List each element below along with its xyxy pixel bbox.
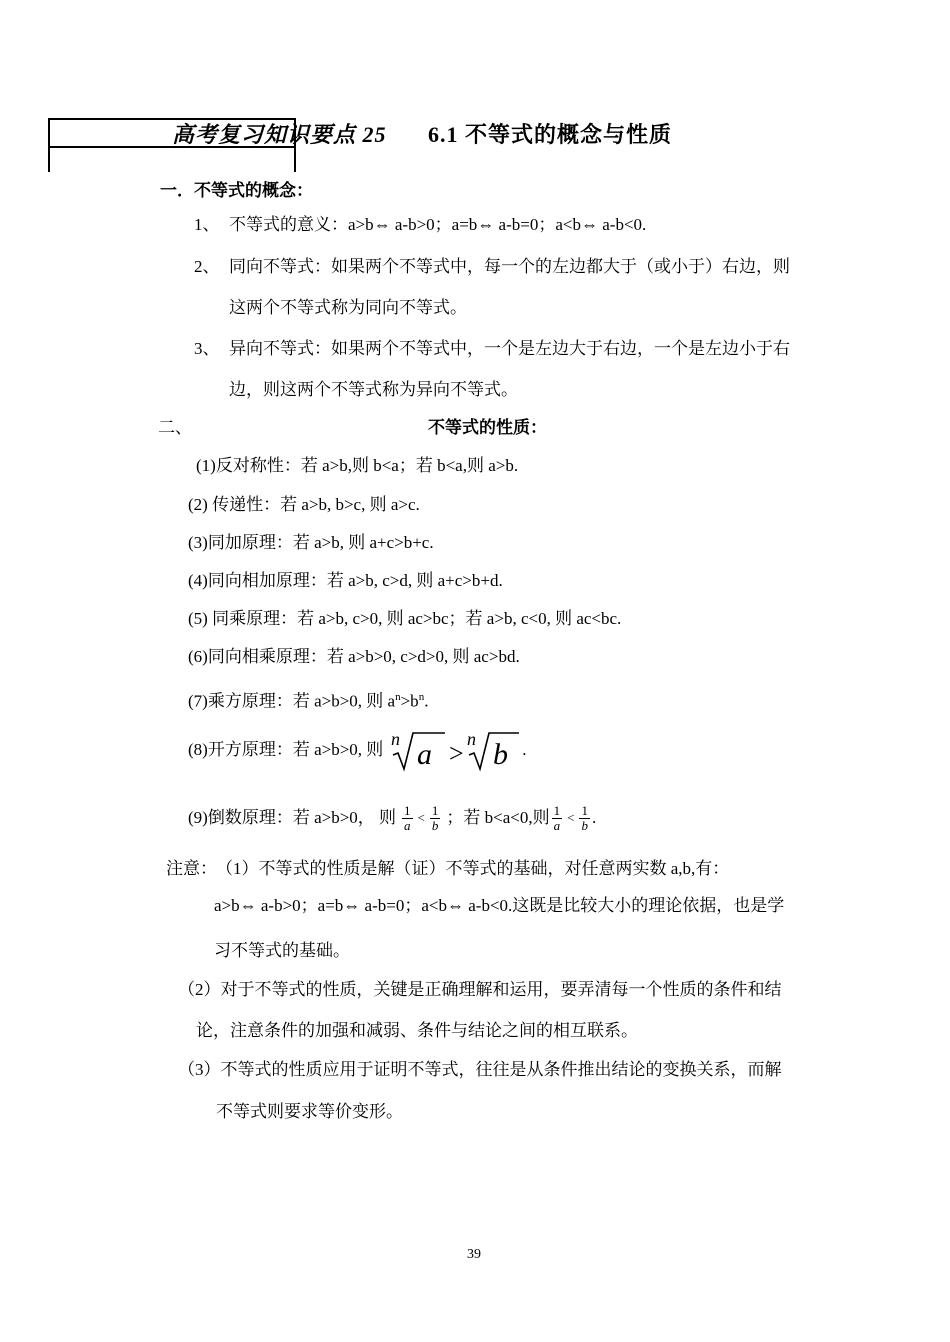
property-6: (6)同向相乘原理：若 a>b>0, c>d>0, 则 ac>bd. bbox=[188, 647, 520, 666]
note-p3: （3）不等式的性质应用于证明不等式，往往是从条件推出结论的变换关系，而解 bbox=[178, 1060, 782, 1079]
note-p2b: 论，注意条件的加强和减弱、条件与结论之间的相互联系。 bbox=[196, 1021, 638, 1040]
fraction-1-over-b-2: $\frac{1}{b}$ bbox=[581, 802, 588, 833]
section1-item2-num: 2、 bbox=[194, 257, 220, 276]
root-gt: > bbox=[449, 739, 464, 768]
section1-item2-text2: 这两个不等式称为同向不等式。 bbox=[229, 298, 467, 317]
root-index-b: n bbox=[467, 729, 477, 749]
note-p1c: 习不等式的基础。 bbox=[214, 941, 350, 960]
header-series: 高考复习知识要点 25 bbox=[172, 122, 387, 147]
fraction-1-over-b: $\frac{1}{b}$ bbox=[431, 802, 439, 833]
header-box-left bbox=[48, 118, 50, 172]
section1-heading: 一．不等式的概念： bbox=[160, 181, 313, 200]
page-number: 39 bbox=[467, 1247, 481, 1262]
section1-item3-text: 异向不等式：如果两个不等式中，一个是左边大于右边，一个是左边小于右 bbox=[229, 339, 790, 358]
section1-item3-num: 3、 bbox=[194, 339, 220, 358]
note-p2: （2）对于不等式的性质，关键是正确理解和运用，要弄清每一个性质的条件和结 bbox=[178, 980, 782, 999]
note-p3b: 不等式则要求等价变形。 bbox=[216, 1102, 403, 1121]
section2-num: 二、 bbox=[158, 418, 192, 437]
nth-root-formula bbox=[387, 727, 519, 773]
radicand-a: a bbox=[417, 738, 433, 771]
section1-item3-text2: 边，则这两个不等式称为异向不等式。 bbox=[229, 380, 518, 399]
section1-item1-text: 不等式的意义：a>b⇔ a-b>0；a=b⇔ a-b=0；a<b⇔ a-b<0. bbox=[229, 215, 647, 234]
property-4: (4)同向相加原理：若 a>b, c>d, 则 a+c>b+d. bbox=[188, 571, 503, 590]
property-7: (7)乘方原理：若 a>b>0, 则 $a^n>b^n$. bbox=[188, 691, 429, 711]
property-5: (5) 同乘原理：若 a>b, c>0, 则 ac>bc；若 a>b, c<0, 则 ac<bc. bbox=[188, 609, 622, 628]
fraction-1-over-a-2: $\frac{1}{a}$ bbox=[553, 802, 561, 833]
root-index-a: n bbox=[391, 729, 401, 749]
property-8: (8)开方原理：若 a>b>0, 则 n a > n b . bbox=[188, 729, 527, 771]
fraction-1-over-a: $\frac{1}{a}$ bbox=[404, 802, 411, 833]
note-p1b: a>b⇔ a-b>0；a=b⇔ a-b=0；a<b⇔ a-b<0.这既是比较大小的理论依据，也是学 bbox=[214, 896, 785, 915]
note-p1: （1）不等式的性质是解（证）不等式的基础，对任意两实数 a,b,有： bbox=[216, 859, 730, 878]
section2-heading: 不等式的性质： bbox=[428, 418, 547, 437]
property-9: (9)倒数原理：若 a>b>0， 则 $\frac{1}{a}$ < $\frac{1}{b}$ ；若 b<a<0,则 $\frac{1}{a}$ < $\frac{1}{b}$ . bbox=[188, 802, 597, 833]
note-label: 注意： bbox=[166, 859, 217, 878]
property-3: (3)同加原理：若 a>b, 则 a+c>b+c. bbox=[188, 533, 434, 552]
section1-item1-num: 1、 bbox=[194, 215, 220, 234]
property-2: (2) 传递性：若 a>b, b>c, 则 a>c. bbox=[188, 495, 420, 514]
property-1: (1)反对称性：若 a>b,则 b<a；若 b<a,则 a>b. bbox=[196, 456, 519, 475]
page-title: 6.1 不等式的概念与性质 bbox=[428, 122, 673, 147]
section1-item2-text: 同向不等式：如果两个不等式中，每一个的左边都大于（或小于）右边，则 bbox=[229, 257, 790, 276]
radicand-b: b bbox=[493, 738, 509, 771]
